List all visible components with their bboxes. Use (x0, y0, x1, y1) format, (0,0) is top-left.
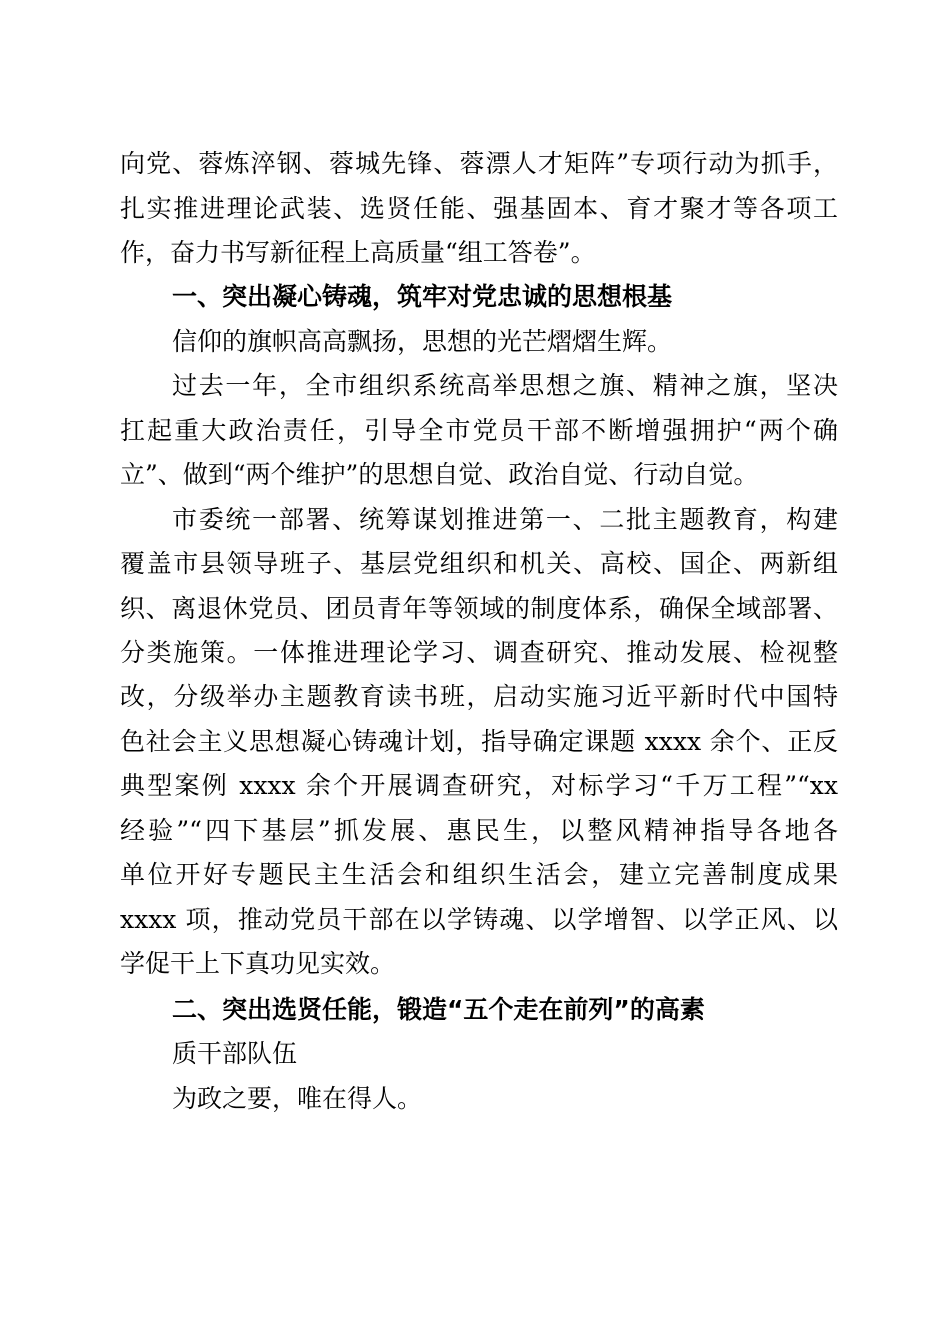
section-heading-2: 二、突出选贤任能，锻造“五个走在前列”的高素 (172, 995, 705, 1024)
paragraph-line: 单位开好专题民主生活会和组织生活会，建立完善制度成果 (120, 860, 838, 889)
paragraph-line: 改，分级举办主题教育读书班，启动实施习近平新时代中国特 (120, 682, 838, 711)
paragraph-line: 立”、做到“两个维护”的思想自觉、政治自觉、行动自觉。 (120, 460, 759, 489)
section-heading-1: 一、突出凝心铸魂，筑牢对党忠诚的思想根基 (172, 282, 673, 311)
paragraph-line: 过去一年，全市组织系统高举思想之旗、精神之旗，坚决 (172, 371, 838, 400)
paragraph-line: xxxx 项，推动党员干部在以学铸魂、以学增智、以学正风、以 (120, 905, 838, 934)
section-heading-2-continued: 质干部队伍 (172, 1039, 298, 1068)
intro-line: 向党、蓉炼淬钢、蓉城先锋、蓉漂人才矩阵”专项行动为抓手， (120, 149, 838, 178)
paragraph-line: 为政之要，唯在得人。 (172, 1084, 423, 1113)
paragraph-line: 典型案例 xxxx 余个开展调查研究，对标学习“千万工程”“xx (120, 771, 838, 800)
paragraph-line: 色社会主义思想凝心铸魂计划，指导确定课题 xxxx 余个、正反 (120, 727, 838, 756)
paragraph-line: 扛起重大政治责任，引导全市党员干部不断增强拥护“两个确 (120, 416, 838, 445)
paragraph-line: 经验”“四下基层”抓发展、惠民生，以整风精神指导各地各 (120, 816, 838, 845)
intro-line: 作，奋力书写新征程上高质量“组工答卷”。 (120, 238, 596, 267)
paragraph-line: 覆盖市县领导班子、基层党组织和机关、高校、国企、两新组 (120, 549, 838, 578)
paragraph-line: 织、离退休党员、团员青年等领域的制度体系，确保全域部署、 (120, 594, 838, 623)
paragraph-line: 信仰的旗帜高高飘扬，思想的光芒熠熠生辉。 (172, 327, 673, 356)
paragraph-line: 学促干上下真功见实效。 (120, 949, 396, 978)
paragraph-line: 分类施策。一体推进理论学习、调查研究、推动发展、检视整 (120, 638, 838, 667)
intro-line: 扎实推进理论武装、选贤任能、强基固本、育才聚才等各项工 (120, 194, 838, 223)
paragraph-line: 市委统一部署、统筹谋划推进第一、二批主题教育，构建 (172, 505, 838, 534)
